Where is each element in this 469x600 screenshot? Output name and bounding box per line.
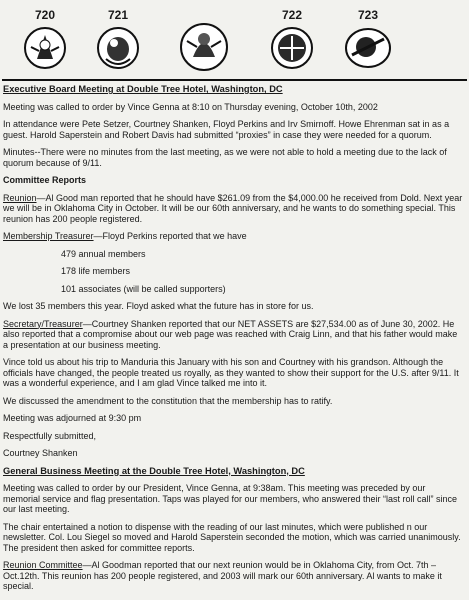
patch-row — [0, 0, 469, 80]
membership-tail: We lost 35 members this year. Floyd asked what the future has in store for us. — [3, 301, 314, 311]
adjourned-line: Meeting was adjourned at 9:30 pm — [3, 413, 142, 423]
mission-patch-723-icon — [344, 25, 392, 71]
mission-patch-722-icon — [270, 25, 314, 71]
exec-heading: Executive Board Meeting at Double Tree Hotel, Washington, DC — [3, 84, 283, 94]
patch-number: 722 — [281, 8, 303, 22]
membership-text: —Floyd Perkins reported that we have — [93, 231, 247, 241]
reunion-text: —Al Good man reported that he should have $261.09 from the $4,000.00 he received from Dold. Next year we will be in Oklahoma City in October. It will be our 60th anniversary, and he wants to do something special. This reunion has 200 people registered. — [3, 192, 463, 224]
exec-attendance: In attendance were Pete Setzer, Courtney Shanken, Floyd Perkins and Irv Smirnoff. Howe Ehrenman sat in as a guest. Harold Saperstein and Robert Davis had submitted “proxies” in case they were needed for a quorum. — [3, 119, 450, 140]
header-divider — [2, 79, 467, 81]
general-chair-motion: The chair entertained a notion to dispense with the reading of our last minutes, which were published n our newsletter. Col. Lou Siegel so moved and Harold Saperstein seconded the motion, which was carried unanimously. The president then asked for committee reports. — [3, 521, 461, 553]
exec-minutes: Minutes--There were no minutes from the last meeting, as we were not able to hold a meeting due to the lack of quorum because of 9/11. — [3, 147, 447, 168]
patch-number: 721 — [107, 8, 129, 22]
reunion-committee-report — [3, 560, 463, 592]
life-members: 178 life members — [61, 266, 131, 276]
membership-label: Membership Treasurer — [3, 231, 94, 241]
patch-blank-1 — [174, 8, 234, 75]
patch-721 — [88, 8, 148, 71]
patch-723 — [338, 8, 398, 71]
general-heading: General Business Meeting at the Double Tree Hotel, Washington, DC — [3, 465, 305, 476]
reunion-committee-label: Reunion Committee — [3, 560, 83, 570]
annual-members: 479 annual members — [61, 248, 146, 259]
secretary-report — [3, 319, 463, 351]
vince-trip: Vince told us about his trip to Manduria this January with his son and Courtney with his grandson. Although the officials have changed, the people treated us royally, as they wanted to show their support for the U.S. after 9/11. It was a wonderful experience, and I am glad Vince talked me into it. — [3, 357, 459, 388]
minutes-body — [3, 84, 463, 599]
mission-patch-720-icon — [23, 25, 67, 71]
secretary-text: —Courtney Shanken reported that our NET ASSETS are $27,534.00 as of June 30, 2002. He also reported that a compromise about our web page was reached with Craig Linn, and that his father would make a presentation at our business meeting. — [3, 318, 458, 350]
reunion-label: Reunion — [3, 192, 37, 203]
mission-patch-icon — [179, 11, 229, 75]
submitted-line: Respectfully submitted, — [3, 430, 97, 441]
secretary-label: Secretary/Treasurer — [3, 318, 83, 329]
reunion-committee-text: —Al Goodman reported that our next reunion would be in Oklahoma City, from Oct. 7th – Oct.12th. This reunion has 200 people registered, and 2003 will mark our 60th anniversary. Al wants to make it special. — [3, 560, 442, 591]
amendment-note: We discussed the amendment to the constitution that the membership has to ratify. — [3, 395, 333, 406]
associates: 101 associates (will be called supporters) — [61, 283, 226, 294]
patch-722 — [262, 8, 322, 71]
patch-number: 723 — [357, 8, 379, 22]
signature-name: Courtney Shanken — [3, 448, 78, 458]
patch-720 — [15, 8, 75, 71]
exec-call-to-order: Meeting was called to order by Vince Genna at 8:10 on Thursday evening, October 10th, 2002 — [3, 101, 378, 112]
membership-report — [3, 231, 463, 242]
general-call-to-order: Meeting was called to order by our President, Vince Genna, at 9:38am. This meeting was preceded by our memorial service and flag presentation. Taps was played for our members, who answered their “last roll call” since our last meeting. — [3, 483, 458, 514]
committee-reports-heading: Committee Reports — [3, 175, 87, 185]
mission-patch-721-icon — [96, 25, 140, 71]
patch-number: 720 — [34, 8, 56, 22]
reunion-report — [3, 193, 463, 225]
